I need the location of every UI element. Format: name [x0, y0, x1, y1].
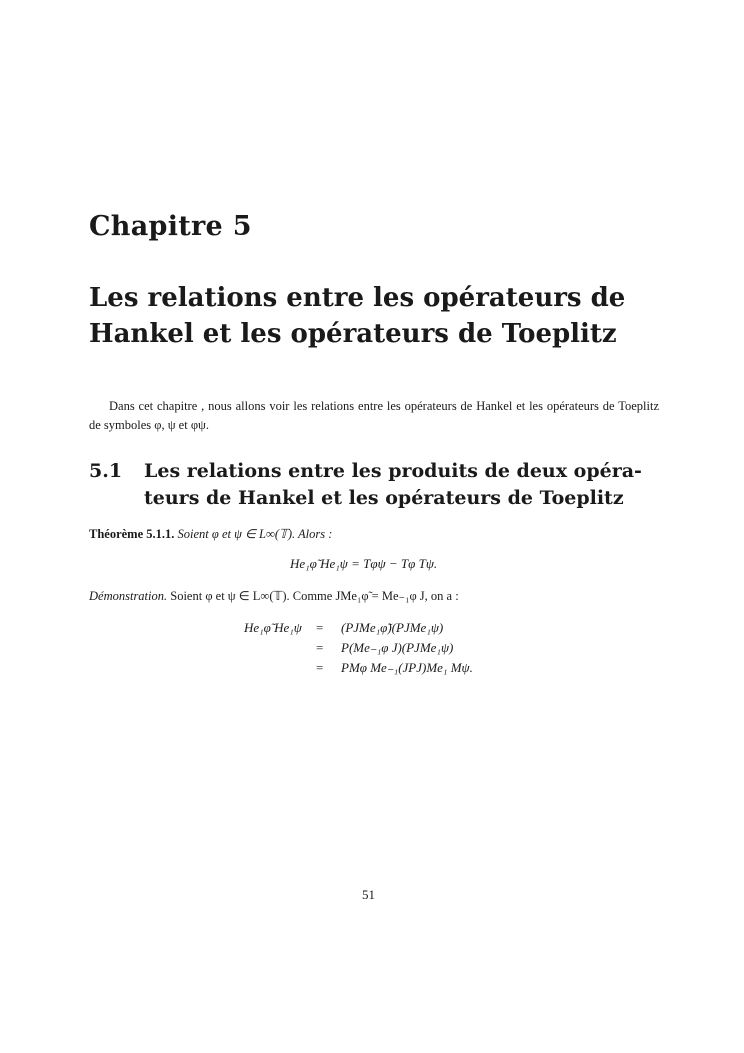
- equals-sign: =: [316, 620, 324, 635]
- equals-sign: =: [316, 640, 324, 655]
- equals-sign: =: [316, 660, 324, 675]
- theorem-heading: Théorème 5.1.1.: [89, 527, 175, 541]
- section-title: [144, 458, 669, 512]
- equation-rhs: (PJMe₁φ̃)(PJMe₁ψ): [341, 620, 444, 635]
- intro-paragraph: Dans cet chapitre , nous allons voir les relations entre les opérateurs de Hankel et les opérateurs de Toeplitz de symboles φ, ψ et φψ.: [89, 399, 659, 432]
- theorem-equation: He₁φ̃ He₁ψ = Tφψ − Tφ Tψ.: [290, 556, 438, 571]
- equation-rhs: P(Me₋₁φ J)(PJMe₁ψ): [341, 640, 454, 655]
- equation-rhs: PMφ Me₋₁(JPJ)Me₁ Mψ.: [341, 660, 473, 675]
- proof-body: Soient φ et ψ ∈ L∞(𝕋). Comme JMe₁φ̃ = Me₋₁φ J, on a :: [170, 589, 459, 603]
- chapter-title: [89, 280, 689, 352]
- equation-lhs: He₁φ̃ He₁ψ: [244, 620, 302, 635]
- theorem-statement: [89, 526, 669, 542]
- chapter-label: Chapitre 5: [89, 211, 252, 242]
- section-title-line-2: teurs de Hankel et les opérateurs de Toeplitz: [144, 487, 624, 509]
- proof-paragraph: [89, 588, 679, 604]
- chapter-title-line-1: Les relations entre les opérateurs de: [89, 283, 626, 313]
- theorem-body: Soient φ et ψ ∈ L∞(𝕋). Alors :: [177, 527, 333, 541]
- page-number: 51: [362, 887, 375, 902]
- proof-heading: Démonstration.: [89, 589, 168, 603]
- section-number: 5.1: [89, 460, 123, 482]
- chapter-title-line-2: Hankel et les opérateurs de Toeplitz: [89, 319, 617, 349]
- section-title-line-1: Les relations entre les produits de deux opéra-: [144, 460, 642, 482]
